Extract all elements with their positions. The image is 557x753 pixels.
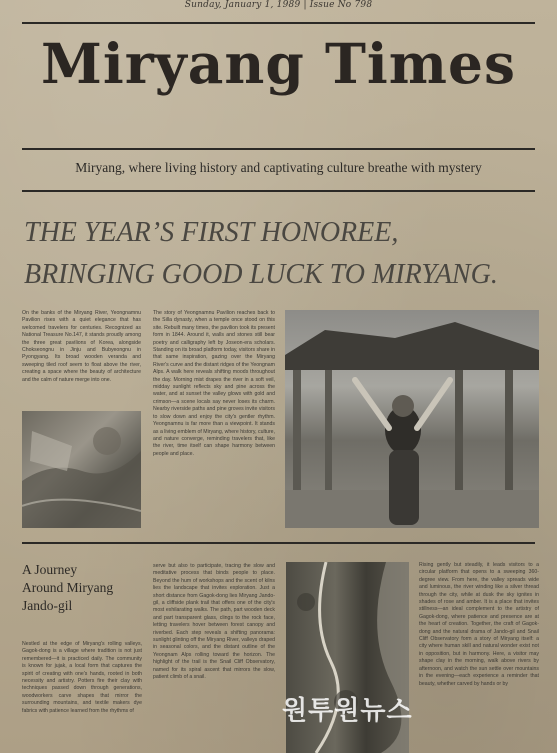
main-headline <box>24 212 544 296</box>
headline-line-1: THE YEAR’S FIRST HONOREE, <box>24 217 399 248</box>
masthead-top-rule <box>22 22 535 24</box>
watermark: 원투원뉴스 <box>282 696 413 726</box>
aerial-landscape-graphic <box>22 411 141 528</box>
second-article-title-line-3: Jando-gil <box>22 598 73 613</box>
headline-line-2: BRINGING GOOD LUCK TO MIRYANG. <box>24 259 498 290</box>
masthead-title: Miryang Times <box>41 31 516 96</box>
aerial-landscape-photo <box>22 411 141 528</box>
lead-article-col-2: The story of Yeongnamnu Pavilion reaches back to the Silla dynasty, when a temple once stood on this site. Rebuilt many times, the pavilion took its present form in 1844. Around it, walls and stones still bear poetry and calligraphy left by Joseon-era scholars. Standing on its broad platform today, visitors share in that same inspiration, gazing over the Miryang River's curve and the distant ridges of the Yeongnam Alps. A walk here reveals shifting moods throughout the day. Morning mist drapes the river in a soft veil, midday sunlight reflects sky and pine across the water, and at sunset the valley glows with gold and crimson—a scene locals say never loses its charm. Nearby riverside paths and pine groves invite visitors to slow down and enjoy the city's gentler rhythm. Yeongnamnu is far more than a viewpoint. It stands as a living emblem of Miryang, where history, culture, and nature converge, reminding travelers that, like the river, time itself can shape harmony between people and place. <box>153 310 275 457</box>
section-divider <box>22 542 535 544</box>
pavilion-photo <box>285 310 539 528</box>
second-article-title-line-2: Around Miryang <box>22 580 114 595</box>
second-article-title-line-1: A Journey <box>22 562 78 577</box>
masthead-bottom-rule <box>22 148 535 150</box>
second-article-col-3: Rising gently but steadily, it leads visitors to a circular platform that opens to a sweeping 360-degree view. From here, the valley spreads wide and luminous, the river winding like a silver thread through the city, while at dusk the sky ignites in shades of rose and amber. It is a place that invites stillness—an ideal complement to the artistry of Gagok-dong, where patience and presence are at the heart of creation. Together, the craft of Gagok-dong and the natural drama of Jando-gil and Snail Cliff Observatory form a story of Miryang itself: a city where human skill and natural wonder exist not in opposition, but in harmony. Here, a visitor may shape clay in the morning, walk above rivers by afternoon, and watch the sun settle over mountains in the evening—each experience a reminder that beauty, whether carved by hands or by <box>419 562 539 687</box>
pavilion-graphic <box>285 310 539 528</box>
dateline: Sunday, January 1, 1989 | Issue No 798 <box>184 0 373 10</box>
second-article-col-2: serve but also to participate, tracing the slow and meditative process that binds people to place. Beyond the hum of workshops and the scent of kilns lies the landscape that invites exploration. Just a short distance from Gagok-dong lies Miryang Jando-gil, a cliffside plank trail that offers one of the city's most exhilarating walks. The path, part wooden deck and part transparent glass, clings to the rock face, letting travelers hover between forest canopy and riverbed. Each step reveals a shifting panorama: sunlight glinting off the Miryang River, valleys draped in seasonal colors, and the distant outline of the Yeongnam Alps rolling toward the horizon. The highlight of the trail is the Snail Cliff Observatory, named for its spiral ascent that mirrors the slow, patient climb of a snail. <box>153 563 275 681</box>
tagline-bottom-rule <box>22 190 535 192</box>
second-article-col-1: Nestled at the edge of Miryang's rolling valleys, Gagok-dong is a village where tradition is not just remembered—it is practiced daily. The community is known for jujak, a local form that captures the spirit of creating with one's hands, rooted in both necessity and artistry. Potters fire their clay with techniques passed down through generations, woodworkers carve shapes that mirror the surrounding mountains, and textile makers dye fabrics with patience learned from the rhythms of <box>22 641 142 714</box>
tagline: Miryang, where living history and captivating culture breathe with mystery <box>75 160 482 175</box>
second-article-title <box>22 561 142 615</box>
lead-article-col-1: On the banks of the Miryang River, Yeongnamnu Pavilion rises with a quiet elegance that has welcomed travelers for centuries. Recognized as National Treasure No.147, it stands proudly among the three great pavilions of Korea, alongside Chokseongnu in Jinju and Bubyeongnu in Pyongyang. Its broad wooden veranda and sweeping tiled roof seem to float above the river, creating a space where the beauty of architecture and the calm of nature merge into one. <box>22 310 141 383</box>
